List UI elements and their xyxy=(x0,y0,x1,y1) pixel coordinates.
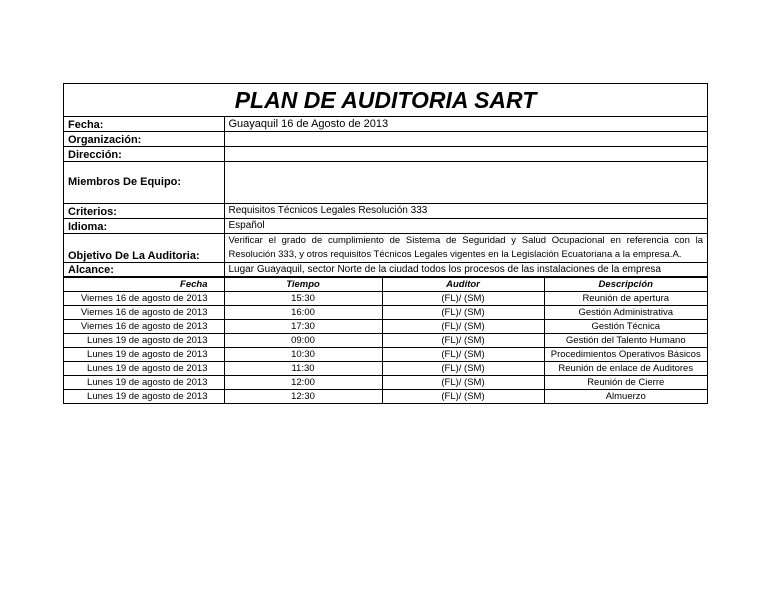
row-descripcion: Reunión de enlace de Auditores xyxy=(544,361,707,375)
row-auditor: (FL)/ (SM) xyxy=(382,319,544,333)
page-title: PLAN DE AUDITORIA SART xyxy=(64,84,707,117)
row-tiempo: 10:30 xyxy=(224,347,382,361)
row-descripcion: Gestión del Talento Humano xyxy=(544,333,707,347)
row-tiempo: 11:30 xyxy=(224,361,382,375)
fecha-label: Fecha: xyxy=(64,117,224,131)
table-row xyxy=(64,347,707,361)
row-descripcion: Procedimientos Operativos Básicos xyxy=(544,347,707,361)
table-row xyxy=(64,305,707,319)
alcance-label: Alcance: xyxy=(64,262,224,276)
row-auditor: (FL)/ (SM) xyxy=(382,361,544,375)
row-descripcion: Gestión Técnica xyxy=(544,319,707,333)
direccion-value xyxy=(224,146,707,161)
alcance-value: Lugar Guayaquil, sector Norte de la ciudad todos los procesos de las instalaciones de la empresa xyxy=(224,262,707,276)
row-tiempo: 09:00 xyxy=(224,333,382,347)
miembros-value xyxy=(224,161,707,203)
row-auditor: (FL)/ (SM) xyxy=(382,389,544,403)
row-descripcion: Reunión de Cierre xyxy=(544,375,707,389)
row-tiempo: 12:30 xyxy=(224,389,382,403)
row-fecha: Viernes 16 de agosto de 2013 xyxy=(64,291,224,305)
row-tiempo: 15:30 xyxy=(224,291,382,305)
row-auditor: (FL)/ (SM) xyxy=(382,305,544,319)
row-auditor: (FL)/ (SM) xyxy=(382,375,544,389)
row-fecha: Viernes 16 de agosto de 2013 xyxy=(64,305,224,319)
schedule-header-row xyxy=(64,277,707,291)
header-descripcion: Descripción xyxy=(544,277,707,291)
row-tiempo: 17:30 xyxy=(224,319,382,333)
row-fecha: Lunes 19 de agosto de 2013 xyxy=(64,333,224,347)
fecha-value: Guayaquil 16 de Agosto de 2013 xyxy=(224,117,707,131)
miembros-label: Miembros De Equipo: xyxy=(64,161,224,203)
table-row xyxy=(64,389,707,403)
criterios-label: Criterios: xyxy=(64,203,224,218)
schedule-table xyxy=(64,277,707,403)
row-descripcion: Reunión de apertura xyxy=(544,291,707,305)
header-auditor: Auditor xyxy=(382,277,544,291)
table-row xyxy=(64,361,707,375)
idioma-value: Español xyxy=(224,218,707,233)
row-auditor: (FL)/ (SM) xyxy=(382,291,544,305)
row-descripcion: Gestión Administrativa xyxy=(544,305,707,319)
row-auditor: (FL)/ (SM) xyxy=(382,333,544,347)
row-fecha: Lunes 19 de agosto de 2013 xyxy=(64,375,224,389)
row-fecha: Lunes 19 de agosto de 2013 xyxy=(64,347,224,361)
row-fecha: Lunes 19 de agosto de 2013 xyxy=(64,361,224,375)
criterios-value: Requisitos Técnicos Legales Resolución 333 xyxy=(224,203,707,218)
row-auditor: (FL)/ (SM) xyxy=(382,347,544,361)
row-descripcion: Almuerzo xyxy=(544,389,707,403)
row-tiempo: 16:00 xyxy=(224,305,382,319)
info-table xyxy=(64,117,707,277)
row-tiempo: 12:00 xyxy=(224,375,382,389)
audit-plan-sheet xyxy=(63,83,708,404)
table-row xyxy=(64,291,707,305)
header-fecha: Fecha xyxy=(64,277,224,291)
row-fecha: Viernes 16 de agosto de 2013 xyxy=(64,319,224,333)
organizacion-value xyxy=(224,131,707,146)
table-row xyxy=(64,375,707,389)
objetivo-label: Objetivo De La Auditoria: xyxy=(64,233,224,262)
idioma-label: Idioma: xyxy=(64,218,224,233)
direccion-label: Dirección: xyxy=(64,146,224,161)
organizacion-label: Organización: xyxy=(64,131,224,146)
table-row xyxy=(64,333,707,347)
header-tiempo: Tiempo xyxy=(224,277,382,291)
table-row xyxy=(64,319,707,333)
row-fecha: Lunes 19 de agosto de 2013 xyxy=(64,389,224,403)
objetivo-value: Verificar el grado de cumplimiento de Sistema de Seguridad y Salud Ocupacional en referencia con la Resolución 333, y otros requisitos Técnicos Legales vigentes en la Legislación Ecuatoriana a la empresa.A. xyxy=(224,233,707,262)
